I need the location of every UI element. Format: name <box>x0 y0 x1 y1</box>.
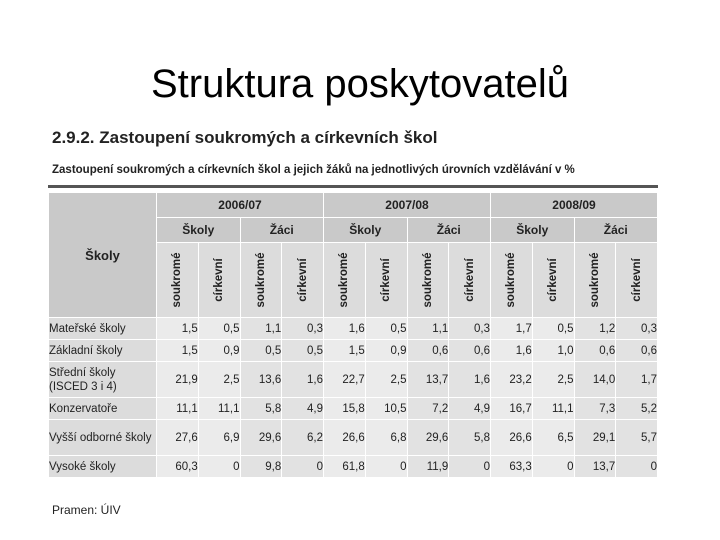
subcol-header <box>324 243 366 318</box>
group-header: Školy <box>157 218 241 243</box>
table-cell: 2,5 <box>365 362 407 398</box>
table-cell: 1,7 <box>616 362 658 398</box>
table-cell: 5,2 <box>616 398 658 420</box>
subcol-label: církevní <box>463 258 476 302</box>
subcol-header <box>365 243 407 318</box>
table-cell: 5,8 <box>240 398 282 420</box>
table-cell: 26,6 <box>491 420 533 456</box>
table-cell: 0 <box>282 456 324 478</box>
table-cell: 0,3 <box>282 318 324 340</box>
group-header: Školy <box>324 218 408 243</box>
subcol-label: soukromé <box>505 252 518 308</box>
subcol-header <box>157 243 199 318</box>
table-cell: 7,3 <box>574 398 616 420</box>
table-row <box>49 362 658 398</box>
table-cell: 1,5 <box>324 340 366 362</box>
table-cell: 21,9 <box>157 362 199 398</box>
table-cell: 26,6 <box>324 420 366 456</box>
table-cell: 6,2 <box>282 420 324 456</box>
year-header: 2007/08 <box>324 193 491 218</box>
source-note: Pramen: ÚIV <box>52 503 121 517</box>
table-row <box>49 420 658 456</box>
caption-rule <box>48 185 658 188</box>
table-cell: 1,6 <box>324 318 366 340</box>
table-cell: 1,2 <box>574 318 616 340</box>
table-cell: 0 <box>365 456 407 478</box>
table-cell: 13,6 <box>240 362 282 398</box>
table-cell: 1,1 <box>240 318 282 340</box>
table-row <box>49 318 658 340</box>
table-cell: 4,9 <box>282 398 324 420</box>
table-caption: Zastoupení soukromých a církevních škol a jejich žáků na jednotlivých úrovních vzdělávání v % <box>52 164 575 176</box>
table-cell: 23,2 <box>491 362 533 398</box>
subcol-label: církevní <box>630 258 643 302</box>
table-cell: 9,8 <box>240 456 282 478</box>
table-cell: 0,6 <box>449 340 491 362</box>
table-cell: 29,6 <box>407 420 449 456</box>
subcol-header <box>240 243 282 318</box>
subcol-header <box>616 243 658 318</box>
table-cell: 13,7 <box>574 456 616 478</box>
table-cell: 0,9 <box>198 340 240 362</box>
table-cell: 1,6 <box>491 340 533 362</box>
subcol-header <box>198 243 240 318</box>
table-cell: 0,5 <box>198 318 240 340</box>
subcol-label: církevní <box>213 258 226 302</box>
table-cell: 0 <box>616 456 658 478</box>
table-cell: 0 <box>532 456 574 478</box>
table-cell: 1,1 <box>407 318 449 340</box>
subcol-header <box>532 243 574 318</box>
table-cell: 6,8 <box>365 420 407 456</box>
group-header: Žáci <box>574 218 658 243</box>
table-cell: 0 <box>449 456 491 478</box>
table-cell: 61,8 <box>324 456 366 478</box>
table-row <box>49 340 658 362</box>
subcol-label: církevní <box>547 258 560 302</box>
table-cell: 10,5 <box>365 398 407 420</box>
table-cell: 60,3 <box>157 456 199 478</box>
table-body <box>49 318 658 478</box>
subcol-label: soukromé <box>171 252 184 308</box>
table-cell: 6,5 <box>532 420 574 456</box>
table-cell: 1,5 <box>157 340 199 362</box>
section-heading: 2.9.2. Zastoupení soukromých a církevních škol <box>52 128 438 147</box>
subcol-header <box>491 243 533 318</box>
table-cell: 11,1 <box>157 398 199 420</box>
table-cell: 15,8 <box>324 398 366 420</box>
table-cell: 5,7 <box>616 420 658 456</box>
table-cell: 22,7 <box>324 362 366 398</box>
subcol-label: soukromé <box>588 252 601 308</box>
table-cell: 1,5 <box>157 318 199 340</box>
table-cell: 11,1 <box>532 398 574 420</box>
table-cell: 0,5 <box>240 340 282 362</box>
row-label: Střední školy (ISCED 3 i 4) <box>49 362 157 398</box>
table-cell: 16,7 <box>491 398 533 420</box>
subcol-label: církevní <box>380 258 393 302</box>
row-label: Vyšší odborné školy <box>49 420 157 456</box>
corner-header: Školy <box>49 193 157 318</box>
subcol-label: soukromé <box>338 252 351 308</box>
table-row <box>49 398 658 420</box>
table-cell: 0,6 <box>574 340 616 362</box>
table-row <box>49 456 658 478</box>
table-cell: 6,9 <box>198 420 240 456</box>
group-header: Žáci <box>407 218 491 243</box>
year-header-row <box>49 193 658 218</box>
table-cell: 0,3 <box>616 318 658 340</box>
subcol-header <box>282 243 324 318</box>
table-cell: 0,5 <box>532 318 574 340</box>
table-cell: 0,6 <box>616 340 658 362</box>
table-cell: 0,5 <box>282 340 324 362</box>
table-cell: 0,5 <box>365 318 407 340</box>
table-cell: 0 <box>198 456 240 478</box>
row-label: Konzervatoře <box>49 398 157 420</box>
table-cell: 1,7 <box>491 318 533 340</box>
year-header: 2008/09 <box>491 193 658 218</box>
table-cell: 0,6 <box>407 340 449 362</box>
table-cell: 2,5 <box>198 362 240 398</box>
table-cell: 0,9 <box>365 340 407 362</box>
slide-title: Struktura poskytovatelů <box>151 62 569 106</box>
table-cell: 1,6 <box>282 362 324 398</box>
row-label: Vysoké školy <box>49 456 157 478</box>
table-cell: 2,5 <box>532 362 574 398</box>
table-cell: 1,6 <box>449 362 491 398</box>
group-header: Školy <box>491 218 575 243</box>
subcol-label: církevní <box>296 258 309 302</box>
group-header: Žáci <box>240 218 324 243</box>
subcol-header <box>574 243 616 318</box>
table-cell: 5,8 <box>449 420 491 456</box>
subcol-header <box>449 243 491 318</box>
table-cell: 11,9 <box>407 456 449 478</box>
table-cell: 11,1 <box>198 398 240 420</box>
table-cell: 63,3 <box>491 456 533 478</box>
year-header: 2006/07 <box>157 193 324 218</box>
table-cell: 4,9 <box>449 398 491 420</box>
table-cell: 7,2 <box>407 398 449 420</box>
table-cell: 27,6 <box>157 420 199 456</box>
subcol-label: soukromé <box>421 252 434 308</box>
table-cell: 29,6 <box>240 420 282 456</box>
row-label: Základní školy <box>49 340 157 362</box>
table-cell: 29,1 <box>574 420 616 456</box>
table-cell: 14,0 <box>574 362 616 398</box>
row-label: Mateřské školy <box>49 318 157 340</box>
subcol-label: soukromé <box>254 252 267 308</box>
table-cell: 13,7 <box>407 362 449 398</box>
subcol-header <box>407 243 449 318</box>
table-cell: 0,3 <box>449 318 491 340</box>
table-cell: 1,0 <box>532 340 574 362</box>
data-table <box>48 192 658 478</box>
